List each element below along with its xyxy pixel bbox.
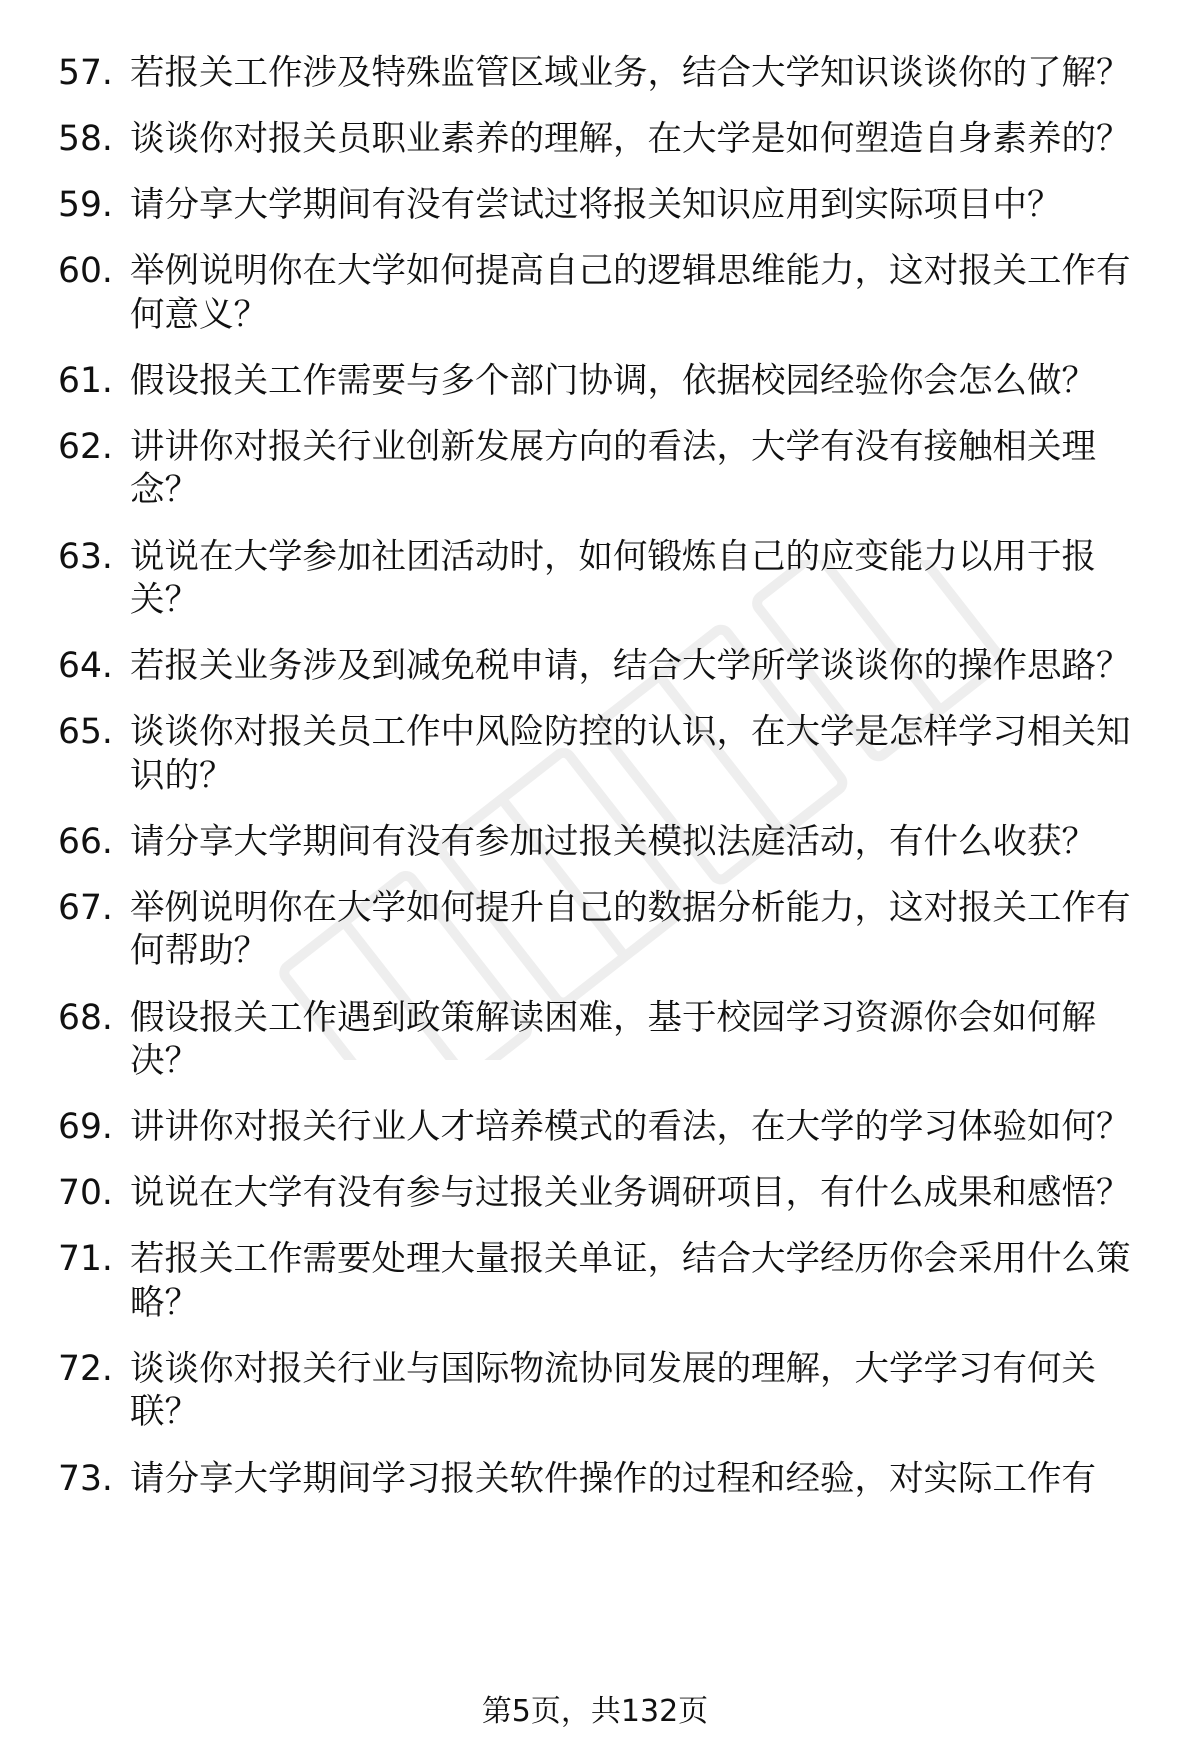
question-item <box>58 250 1148 337</box>
question-text: 讲讲你对报关行业创新发展方向的看法，大学有没有接触相关理念？ <box>130 426 1096 511</box>
question-item <box>58 1106 1148 1150</box>
question-text: 举例说明你在大学如何提升自己的数据分析能力，这对报关工作有何帮助？ <box>130 887 1131 972</box>
question-item <box>58 997 1148 1084</box>
question-item <box>58 118 1148 162</box>
question-text: 若报关业务涉及到减免税申请，结合大学所学谈谈你的操作思路？ <box>130 646 1131 687</box>
question-text: 谈谈你对报关员职业素养的理解，在大学是如何塑造自身素养的？ <box>130 119 1131 160</box>
question-text: 讲讲你对报关行业人才培养模式的看法，在大学的学习体验如何？ <box>130 1107 1131 1148</box>
question-item <box>58 52 1148 96</box>
question-item <box>58 536 1148 623</box>
question-number: 65. <box>58 712 113 753</box>
question-number: 59. <box>58 185 113 226</box>
question-item <box>58 887 1148 974</box>
question-number: 57. <box>58 53 113 93</box>
question-text: 请分享大学期间学习报关软件操作的过程和经验，对实际工作有 <box>130 1458 1096 1499</box>
question-text: 假设报关工作遇到政策解读困难，基于校园学习资源你会如何解决？ <box>130 997 1096 1082</box>
question-item <box>58 1172 1148 1216</box>
question-text: 若报关工作涉及特殊监管区域业务，结合大学知识谈谈你的了解？ <box>130 53 1131 93</box>
question-text: 谈谈你对报关员工作中风险防控的认识，在大学是怎样学习相关知识的？ <box>130 712 1131 796</box>
question-item <box>58 1348 1148 1435</box>
question-number: 64. <box>58 646 113 687</box>
question-number: 69. <box>58 1107 113 1148</box>
question-item <box>58 711 1148 798</box>
question-item <box>58 184 1148 228</box>
question-text: 请分享大学期间有没有参加过报关模拟法庭活动，有什么收获？ <box>130 821 1096 862</box>
question-number: 68. <box>58 997 113 1038</box>
question-text: 举例说明你在大学如何提高自己的逻辑思维能力，这对报关工作有何意义？ <box>130 251 1131 335</box>
question-item <box>58 1238 1148 1325</box>
question-number: 73. <box>58 1458 113 1499</box>
question-item <box>58 360 1148 404</box>
question-number: 71. <box>58 1239 113 1280</box>
page-number: 第5页，共132页 <box>481 1694 709 1729</box>
question-text: 说说在大学有没有参与过报关业务调研项目，有什么成果和感悟？ <box>130 1173 1131 1214</box>
question-number: 62. <box>58 426 113 467</box>
question-number: 66. <box>58 821 113 862</box>
question-list <box>58 52 1148 1524</box>
question-number: 72. <box>58 1348 113 1389</box>
question-number: 58. <box>58 119 113 160</box>
question-number: 70. <box>58 1173 113 1214</box>
question-number: 67. <box>58 887 113 928</box>
question-number: 63. <box>58 536 113 577</box>
question-text: 说说在大学参加社团活动时，如何锻炼自己的应变能力以用于报关？ <box>130 536 1096 621</box>
question-text: 请分享大学期间有没有尝试过将报关知识应用到实际项目中？ <box>130 185 1062 226</box>
question-item <box>58 426 1148 513</box>
question-text: 假设报关工作需要与多个部门协调，依据校园经验你会怎么做？ <box>130 360 1096 401</box>
question-item <box>58 821 1148 865</box>
question-item <box>58 645 1148 689</box>
question-item <box>58 1458 1148 1502</box>
question-number: 60. <box>58 251 113 292</box>
question-number: 61. <box>58 360 113 401</box>
question-text: 谈谈你对报关行业与国际物流协同发展的理解，大学学习有何关联？ <box>130 1348 1096 1433</box>
question-text: 若报关工作需要处理大量报关单证，结合大学经历你会采用什么策略？ <box>130 1239 1131 1323</box>
